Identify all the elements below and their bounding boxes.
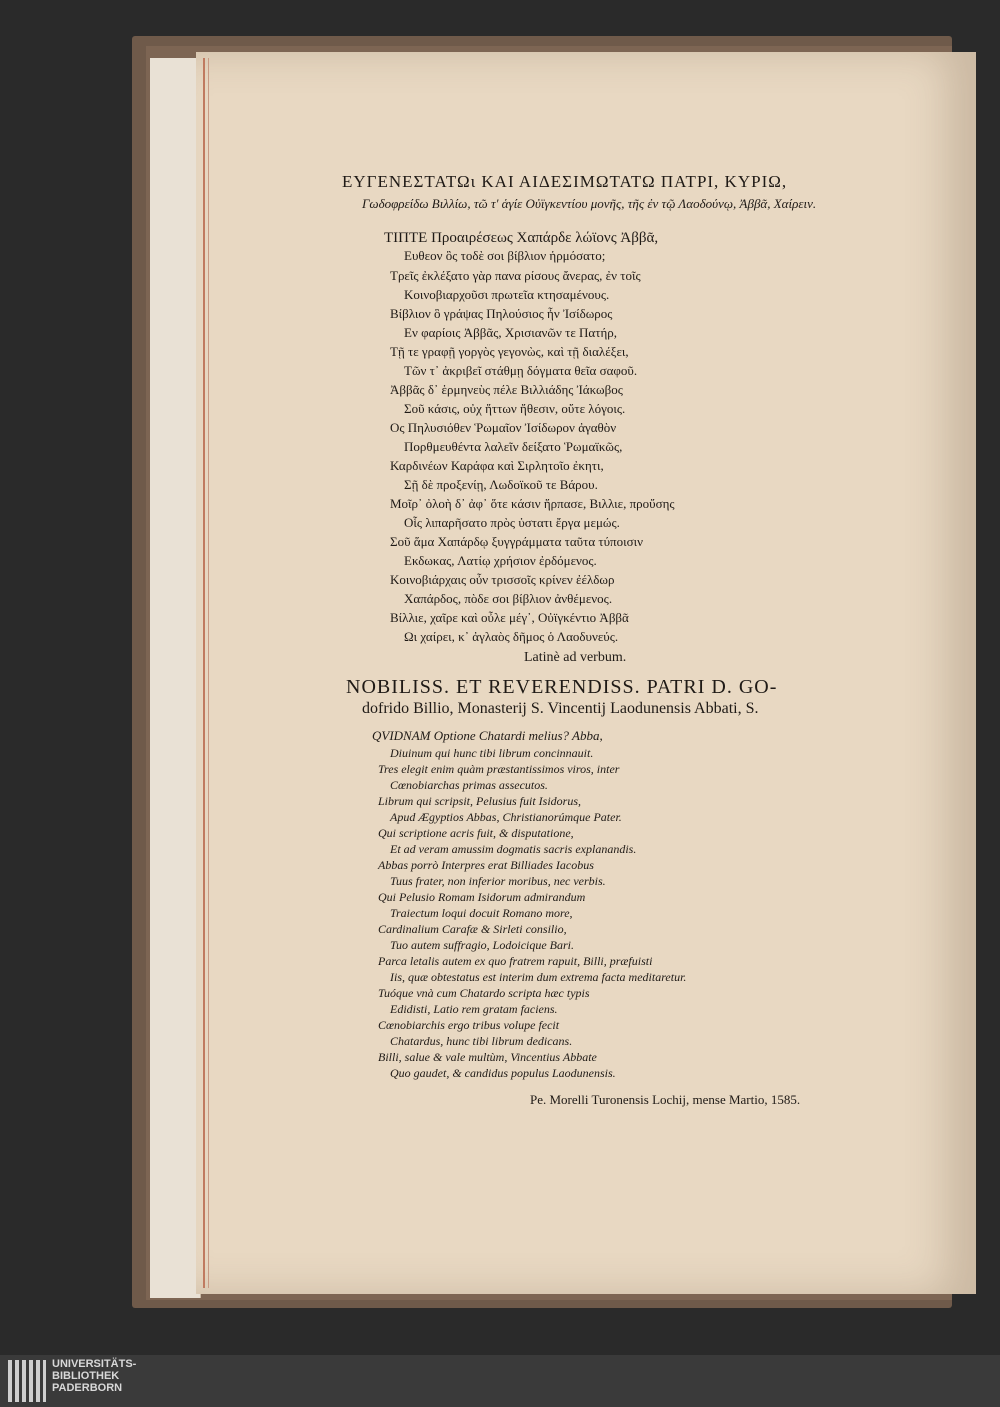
latin-dedication-line-2: dofrido Billio, Monasterij S. Vincentij Laodunensis Abbati, S. <box>362 700 759 717</box>
greek-verse-line: Ευθεον ὃς τοδὲ σοι βίβλιον ἡρμόσατο; <box>404 248 606 263</box>
greek-verse-line: Ωι χαίρει, κ᾽ ἀγλαὸς δῆμος ὁ Λαοδυνεύς. <box>404 629 619 644</box>
latin-verse-line: Qui Pelusio Romam Isidorum admirandum <box>378 890 586 904</box>
latin-verse-line: Billi, salue & vale multùm, Vincentius Abbate <box>378 1050 597 1064</box>
latin-verse-line: Tuus frater, non inferior moribus, nec verbis. <box>390 874 606 888</box>
greek-verse-line: Βίβλιον ὃ γράψας Πηλούσιος ἦν Ἰσίδωρος <box>390 306 613 321</box>
latin-verse-line: Edidisti, Latio rem gratam faciens. <box>390 1002 558 1016</box>
margin-rule-inner <box>208 58 209 1288</box>
greek-verse-line: Μοῖρ᾽ ὀλοὴ δ᾽ ἀφ᾽ ὅτε κάσιν ἥρπασε, Βιλλιε, προὔσης <box>390 496 675 511</box>
greek-verse-line: Σῇ δὲ προξενίῃ, Λωδοϊκοῦ τε Βάρου. <box>404 477 598 492</box>
greek-verse-line: Κοινοβιάρχαις οὖν τρισσοῖς κρίνεν ἐέλδωρ <box>390 572 615 587</box>
latin-verse-line: Traiectum loqui docuit Romano more, <box>390 906 573 920</box>
greek-verse-line: ΤΙΠΤΕ Προαιρέσεως Χαπάρδε λώϊονς Ἀββᾶ, <box>384 230 659 246</box>
greek-verse-line: Τῇ τε γραφῇ γοργὸς γεγονὼς, καὶ τῇ διαλέξει, <box>390 344 629 359</box>
footer-bar <box>0 1355 1000 1407</box>
greek-verse-line: Σοῦ ἅμα Χαπάρδῳ ξυγγράμματα ταῦτα τύποισιν <box>390 534 644 549</box>
latin-verse-line: Tres elegit enim quàm præstantissimos viros, inter <box>378 762 620 776</box>
greek-verse-line: Βίλλιε, χαῖρε καὶ οὖλε μέγ᾽, Οὐϊγκέντιο Ἀββᾶ <box>390 610 629 625</box>
greek-dedication-title: ΕΥΓΕΝΕΣΤΑΤΩι ΚΑΙ ΑΙΔΕΣΙΜΩΤΑΤΩ ΠΑΤΡΙ, ΚΥΡΙΩ, <box>342 172 788 191</box>
greek-verse-line: Ἀββᾶς δ᾽ ἑρμηνεὺς πέλε Βιλλιάδης Ἰάκωβος <box>390 382 623 397</box>
latin-heading: Latinè ad verbum. <box>524 650 627 665</box>
latin-verse-line: Apud Ægyptios Abbas, Christianorúmque Pater. <box>390 810 622 824</box>
greek-verse-line: Σοῦ κάσις, οὐχ ἥττων ἤθεσιν, οὔτε λόγοις. <box>404 401 626 416</box>
latin-verse-line: Quo gaudet, & candidus populus Laodunensis. <box>390 1066 616 1080</box>
latin-verse-line: Tuo autem suffragio, Lodoicique Bari. <box>390 938 575 952</box>
greek-dedication-subtitle: Γωδοφρείδω Βιλλίω, τῶ τ' ἁγίε Οὐϊγκεντίου μονῆς, τῆς ἐν τῷ Λαοδούνῳ, Ἀββᾶ, Χαίρειν. <box>362 196 817 211</box>
latin-verse-line: Tuóque vnà cum Chatardo scripta hæc typis <box>378 986 590 1000</box>
greek-verse-line: Καρδινέων Καράφα καὶ Σιρλητοῖο ἐκητι, <box>390 458 604 473</box>
latin-verse-line: Et ad veram amussim dogmatis sacris explanandis. <box>390 842 637 856</box>
greek-verse-line: Ος Πηλυσιόθεν Ῥωμαῖον Ἰσίδωρον ἀγαθὸν <box>390 420 617 435</box>
signature-line: Pe. Morelli Turonensis Lochij, mense Martio, 1585. <box>530 1092 801 1107</box>
underlying-page <box>150 58 201 1298</box>
margin-rule <box>203 58 205 1288</box>
latin-verse-line: Cœnobiarchis ergo tribus volupe fecit <box>378 1018 560 1032</box>
library-name-line: BIBLIOTHEK <box>52 1370 120 1382</box>
greek-verse-line: Τῶν τ᾽ ἀκριβεῖ στάθμῃ δόγματα θεῖα σαφοῦ. <box>404 363 638 378</box>
greek-verse-line: Πορθμευθέντα λαλεῖν δείξατο Ῥωμαϊκῶς, <box>404 439 623 454</box>
greek-verse-line: Οἷς λιπαρῆσατο πρὸς ὑστατι ἔργα μεμώς. <box>404 515 620 530</box>
greek-verse-line: Κοινοβιαρχοῦσι πρωτεῖα κτησαμένους. <box>404 287 610 302</box>
latin-verse-line: Cœnobiarchas primas assecutos. <box>390 778 548 792</box>
library-name-line: UNIVERSITÄTS- <box>52 1358 137 1370</box>
library-logo-icon <box>8 1360 46 1402</box>
greek-verse-line: Εκδωκας, Λατίῳ χρήσιον ἐρδόμενος. <box>404 553 597 568</box>
latin-verse-line: Diuinum qui hunc tibi librum concinnauit. <box>390 746 594 760</box>
greek-verse-line: Χαπάρδος, πὸδε σοι βίβλιον ἀνθέμενος. <box>404 591 613 606</box>
library-name-line: PADERBORN <box>52 1382 123 1394</box>
greek-verse-line: Εν φαρίοις Ἀββᾶς, Χρισιανῶν τε Πατήρ, <box>404 325 617 340</box>
latin-verse-line: Cardinalium Carafæ & Sirleti consilio, <box>378 922 567 936</box>
greek-verse-line: Τρεῖς ἐκλέξατο γὰρ πανα ρίσους ἄνερας, ἐν τοῖς <box>390 268 641 283</box>
latin-verse-line: Librum qui scripsit, Pelusius fuit Isidorus, <box>378 794 582 808</box>
latin-verse-line: Qui scriptione acris fuit, & disputatione, <box>378 826 574 840</box>
library-name <box>52 1358 136 1394</box>
latin-verse-line: Parca letalis autem ex quo fratrem rapuit, Billi, præfuisti <box>378 954 653 968</box>
latin-verse-line: Abbas porrò Interpres erat Billiades Iacobus <box>378 858 594 872</box>
latin-verse-line: Chatardus, hunc tibi librum dedicans. <box>390 1034 573 1048</box>
latin-verse-line: Iis, quæ obtestatus est interim dum extrema facta meditaretur. <box>390 970 687 984</box>
latin-verse-line: QVIDNAM Optione Chatardi melius? Abba, <box>372 728 603 743</box>
latin-dedication-line-1: NOBILISS. ET REVERENDISS. PATRI D. GO- <box>346 676 778 698</box>
